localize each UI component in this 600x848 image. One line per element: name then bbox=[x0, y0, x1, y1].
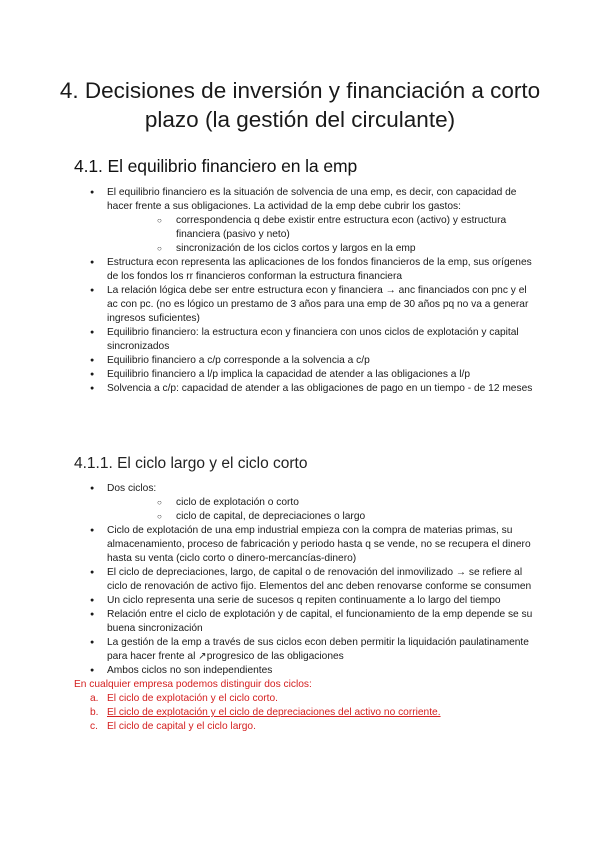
list-item-text: Equilibrio financiero a c/p corresponde a la solvencia a c/p bbox=[107, 355, 370, 366]
section-heading-4-1-1: 4.1.1. El ciclo largo y el ciclo corto bbox=[74, 455, 308, 472]
list-item-text: La gestión de la emp a través de sus ciclos econ deben permitir la liquidación paulatinamente para hacer frente al ↗progresico de las obligaciones bbox=[107, 637, 529, 662]
list-item-text: Estructura econ representa las aplicaciones de los fondos financieros de la emp, sus orígenes de los fondos los rr financieros conforman la estructura financiera bbox=[107, 257, 532, 282]
list-item bbox=[74, 524, 534, 566]
list-item bbox=[74, 382, 534, 396]
section-heading-4-1: 4.1. El equilibrio financiero en la emp bbox=[74, 156, 358, 176]
list-item bbox=[74, 256, 534, 284]
list-item bbox=[74, 186, 534, 256]
ordered-marker: c. bbox=[90, 721, 98, 732]
list-item bbox=[74, 354, 534, 368]
sub-list-item bbox=[107, 242, 534, 256]
list-item-text: Dos ciclos: bbox=[107, 483, 157, 494]
list-item-text: Equilibrio financiero a l/p implica la capacidad de atender a las obligaciones a l/p bbox=[107, 369, 471, 380]
list-item bbox=[74, 636, 534, 664]
list-item-text: Equilibrio financiero: la estructura econ y financiera con unos ciclos de explotación y capital sincronizados bbox=[107, 327, 519, 352]
page-title: 4. Decisiones de inversión y financiación a corto plazo (la gestión del circulante) bbox=[59, 78, 541, 132]
list-item bbox=[74, 566, 534, 594]
ordered-item-text: El ciclo de explotación y el ciclo corto. bbox=[107, 693, 279, 704]
ordered-item-text: El ciclo de explotación y el ciclo de depreciaciones del activo no corriente. bbox=[107, 707, 441, 718]
list-item-text: Ciclo de explotación de una emp industrial empieza con la compra de materias primas, su almacenamiento, proceso de fabricación y periodo hasta q se vende, no se recupera el dinero hasta su venta (ciclo corto o dinero-mercancías-dinero) bbox=[107, 525, 531, 564]
list-item-text: La relación lógica debe ser entre estructura econ y financiera → anc financiados con pnc y el ac con pc. (no es lógico un prestamo de 3 años para una emp de 30 años pq no va a generar ingresos suficientes) bbox=[107, 285, 529, 324]
sub-list-item-text: ciclo de explotación o corto bbox=[176, 497, 299, 508]
sub-list-item-text: correspondencia q debe existir entre estructura econ (activo) y estructura financiera (pasivo y neto) bbox=[176, 215, 507, 240]
sub-list-item bbox=[107, 496, 534, 510]
list-item-text: Solvencia a c/p: capacidad de atender a las obligaciones de pago en un tiempo - de 12 meses bbox=[107, 383, 533, 394]
list-item bbox=[74, 482, 534, 524]
list-item bbox=[74, 326, 534, 354]
ordered-marker: b. bbox=[90, 707, 99, 718]
sub-list-item-text: ciclo de capital, de depreciaciones o largo bbox=[176, 511, 366, 522]
ordered-item-c bbox=[74, 720, 534, 734]
section-4-1-1-list bbox=[74, 482, 534, 734]
list-item-text: El equilibrio financiero es la situación de solvencia de una emp, es decir, con capacidad de hacer frente a sus obligaciones. La actividad de la emp debe cubrir los gastos: bbox=[107, 187, 517, 212]
ordered-item-text: El ciclo de capital y el ciclo largo. bbox=[107, 721, 256, 732]
list-item-text: Un ciclo representa una serie de sucesos q repiten continuamente a lo largo del tiempo bbox=[107, 595, 501, 606]
list-item-text: El ciclo de depreciaciones, largo, de capital o de renovación del inmovilizado → se refiere al ciclo de renovación de activo fijo. Elementos del anc deben renovarse conforme se consumen bbox=[107, 567, 532, 592]
ordered-item-b bbox=[74, 706, 534, 720]
ordered-marker: a. bbox=[90, 693, 99, 704]
ordered-item-a bbox=[74, 692, 534, 706]
list-item bbox=[74, 284, 534, 326]
list-item bbox=[74, 608, 534, 636]
sub-list-item bbox=[107, 510, 534, 524]
section-4-1-list bbox=[74, 186, 534, 396]
list-item bbox=[74, 664, 534, 678]
sub-list-item bbox=[107, 214, 534, 242]
list-item bbox=[74, 368, 534, 382]
sub-list-item-text: sincronización de los ciclos cortos y largos en la emp bbox=[176, 243, 416, 254]
red-intro-text: En cualquier empresa podemos distinguir dos ciclos: bbox=[74, 679, 312, 690]
list-item-text: Relación entre el ciclo de explotación y de capital, el funcionamiento de la emp depende se su buena sincronización bbox=[107, 609, 533, 634]
list-item-text: Ambos ciclos no son independientes bbox=[107, 665, 273, 676]
list-item bbox=[74, 594, 534, 608]
